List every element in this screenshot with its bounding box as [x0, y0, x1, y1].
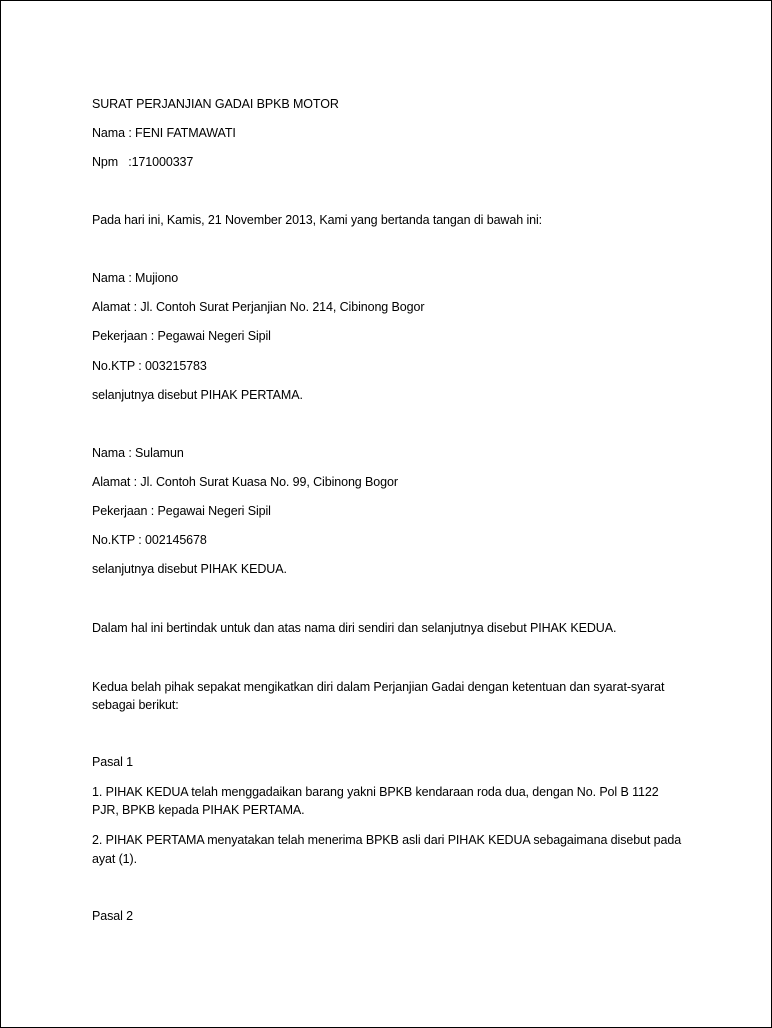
- pasal-1-item-1-line-2: PJR, BPKB kepada PIHAK PERTAMA.: [92, 803, 305, 817]
- party-two-ktp: No.KTP : 002145678: [92, 533, 207, 547]
- pasal-1-item-1-line-1: 1. PIHAK KEDUA telah menggadaikan barang yakni BPKB kendaraan roda dua, dengan No. Pol B 1122: [92, 785, 659, 799]
- student-npm: Npm :171000337: [92, 155, 194, 169]
- pasal-2-heading: Pasal 2: [92, 909, 133, 923]
- party-two-designation: selanjutnya disebut PIHAK KEDUA.: [92, 562, 287, 576]
- party-one-name: Nama : Mujiono: [92, 271, 179, 285]
- party-one-designation: selanjutnya disebut PIHAK PERTAMA.: [92, 388, 303, 402]
- agreement-intro-line-1: Kedua belah pihak sepakat mengikatkan diri dalam Perjanjian Gadai dengan ketentuan dan syarat-syarat: [92, 680, 665, 694]
- student-name: Nama : FENI FATMAWATI: [92, 126, 236, 140]
- acting-statement: Dalam hal ini bertindak untuk dan atas nama diri sendiri dan selanjutnya disebut PIHAK KEDUA.: [92, 621, 617, 635]
- party-one-occupation: Pekerjaan : Pegawai Negeri Sipil: [92, 329, 271, 343]
- party-one-ktp: No.KTP : 003215783: [92, 359, 207, 373]
- document-title: SURAT PERJANJIAN GADAI BPKB MOTOR: [92, 97, 339, 111]
- agreement-intro-line-2: sebagai berikut:: [92, 698, 179, 712]
- pasal-1-heading: Pasal 1: [92, 755, 133, 769]
- pasal-1-item-2-line-2: ayat (1).: [92, 852, 137, 866]
- party-two-name: Nama : Sulamun: [92, 446, 184, 460]
- party-one-address: Alamat : Jl. Contoh Surat Perjanjian No. 214, Cibinong Bogor: [92, 300, 425, 314]
- pasal-1-item-2-line-1: 2. PIHAK PERTAMA menyatakan telah menerima BPKB asli dari PIHAK KEDUA sebagaimana disebut pada: [92, 833, 682, 847]
- opening-paragraph: Pada hari ini, Kamis, 21 November 2013, Kami yang bertanda tangan di bawah ini:: [92, 213, 543, 227]
- party-two-occupation: Pekerjaan : Pegawai Negeri Sipil: [92, 504, 271, 518]
- party-two-address: Alamat : Jl. Contoh Surat Kuasa No. 99, Cibinong Bogor: [92, 475, 398, 489]
